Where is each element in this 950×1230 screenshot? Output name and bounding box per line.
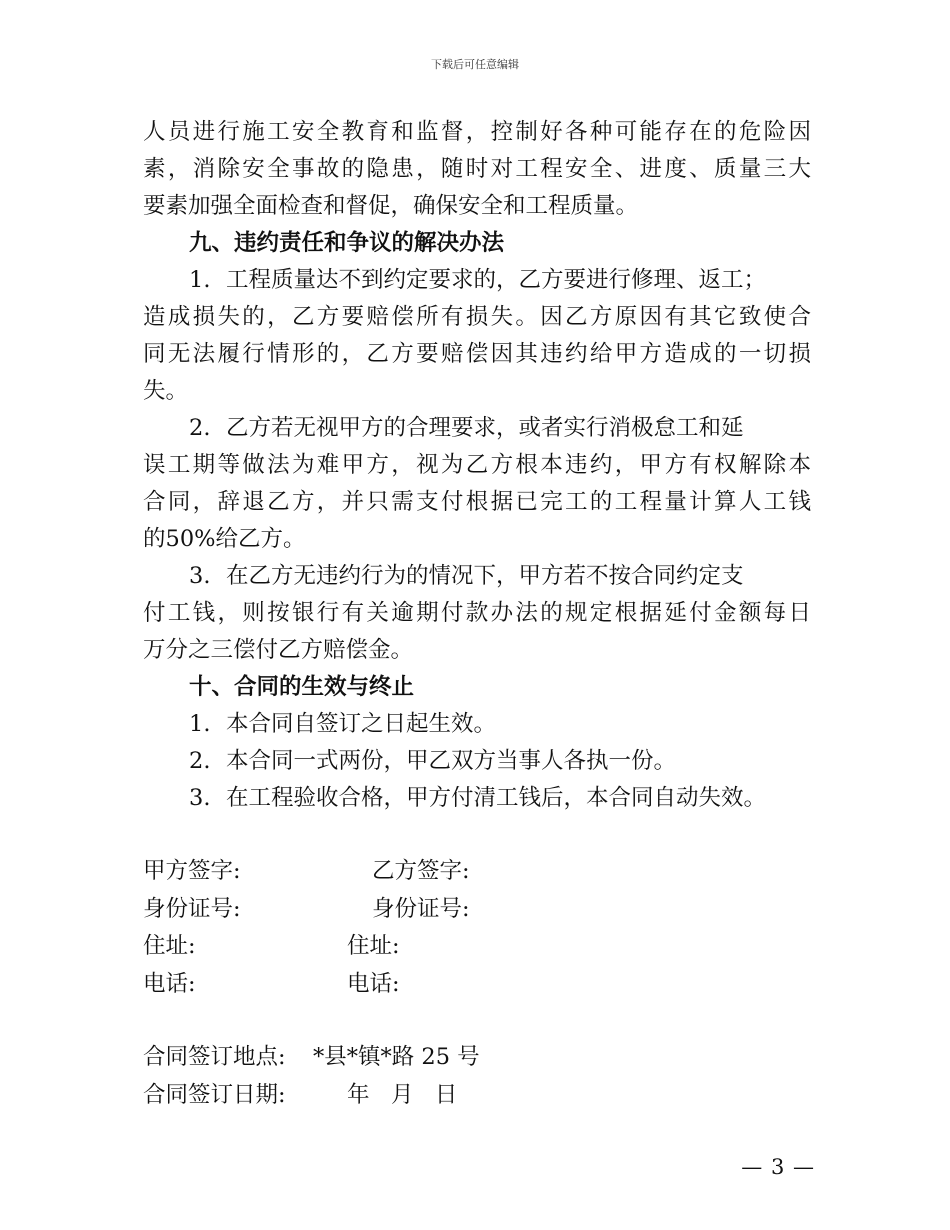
signing-date-row (143, 1077, 811, 1115)
clause-text: 本合同自签订之日起生效。 (226, 711, 497, 737)
paragraph-line: 同无法履行情形的，乙方要赔偿因其违约给甲方造成的一切损 (143, 341, 811, 367)
paragraph-line: 的50%给乙方。 (143, 526, 306, 552)
signing-date-label: 合同签订日期: (143, 1081, 286, 1108)
clause-number: 3. (189, 785, 211, 811)
clause-10-1 (143, 706, 811, 743)
party-a-signature-label: 甲方签字: (143, 858, 241, 884)
page-number: — 3 — (741, 1155, 815, 1179)
clause-10-3 (143, 780, 811, 817)
signing-place-label: 合同签订地点: (143, 1044, 286, 1070)
clause-text: 在乙方无违约行为的情况下，甲方若不按合同约定支 (226, 563, 744, 589)
party-b-signature-label: 乙方签字: (372, 858, 470, 884)
paragraph-line: 要素加强全面检查和督促，确保安全和工程质量。 (143, 193, 639, 219)
clause-10-2 (143, 743, 811, 780)
signature-row (143, 853, 811, 891)
paragraph-line: 付工钱，则按银行有关逾期付款办法的规定根据延付金额每日 (143, 600, 811, 626)
clause-9-3-first-line (143, 558, 811, 595)
party-a-id-label: 身份证号: (143, 895, 241, 922)
phone-row (143, 966, 811, 1004)
clause-9-2-first-line (143, 410, 811, 447)
paragraph-line: 万分之三偿付乙方赔偿金。 (143, 637, 414, 663)
spacer (143, 817, 811, 853)
clause-text: 乙方若无视甲方的合理要求，或者实行消极怠工和延 (226, 415, 744, 441)
party-a-address-label: 住址: (143, 933, 196, 959)
page-header: 下载后可任意编辑 (431, 58, 519, 71)
section-heading-10: 十、合同的生效与终止 (189, 674, 415, 700)
document-body (143, 114, 811, 1114)
clause-number: 2. (189, 415, 211, 441)
paragraph-line: 素，消除安全事故的隐患，随时对工程安全、进度、质量三大 (143, 156, 811, 182)
party-a-phone-label: 电话: (143, 970, 196, 997)
spacer (143, 1003, 811, 1039)
party-b-address-label: 住址: (347, 933, 400, 959)
section-heading-9: 九、违约责任和争议的解决办法 (189, 230, 505, 256)
party-b-phone-label: 电话: (347, 970, 400, 997)
party-b-id-label: 身份证号: (372, 895, 470, 922)
clause-text: 在工程验收合格，甲方付清工钱后，本合同自动失效。 (226, 785, 767, 811)
paragraph-line: 合同，辞退乙方，并只需支付根据已完工的工程量计算人工钱 (143, 489, 811, 515)
signing-place-value: *县*镇*路 25 号 (313, 1044, 480, 1070)
address-row (143, 928, 811, 966)
clause-text: 本合同一式两份，甲乙双方当事人各执一份。 (226, 748, 677, 774)
clause-9-1-first-line (143, 262, 811, 299)
clause-text: 工程质量达不到约定要求的，乙方要进行修理、返工； (226, 267, 767, 293)
clause-number: 1. (189, 711, 211, 737)
paragraph-line: 造成损失的，乙方要赔偿所有损失。因乙方原因有其它致使合 (143, 304, 811, 330)
clause-number: 3. (189, 563, 211, 589)
signing-date-value: 年 月 日 (347, 1081, 458, 1108)
signing-place-row (143, 1039, 811, 1077)
clause-number: 2. (189, 748, 211, 774)
paragraph-line: 失。 (143, 378, 189, 404)
paragraph-line: 人员进行施工安全教育和监督，控制好各种可能存在的危险因 (143, 119, 811, 145)
clause-number: 1. (189, 267, 211, 293)
id-number-row (143, 891, 811, 929)
paragraph-line: 误工期等做法为难甲方，视为乙方根本违约，甲方有权解除本 (143, 452, 811, 478)
